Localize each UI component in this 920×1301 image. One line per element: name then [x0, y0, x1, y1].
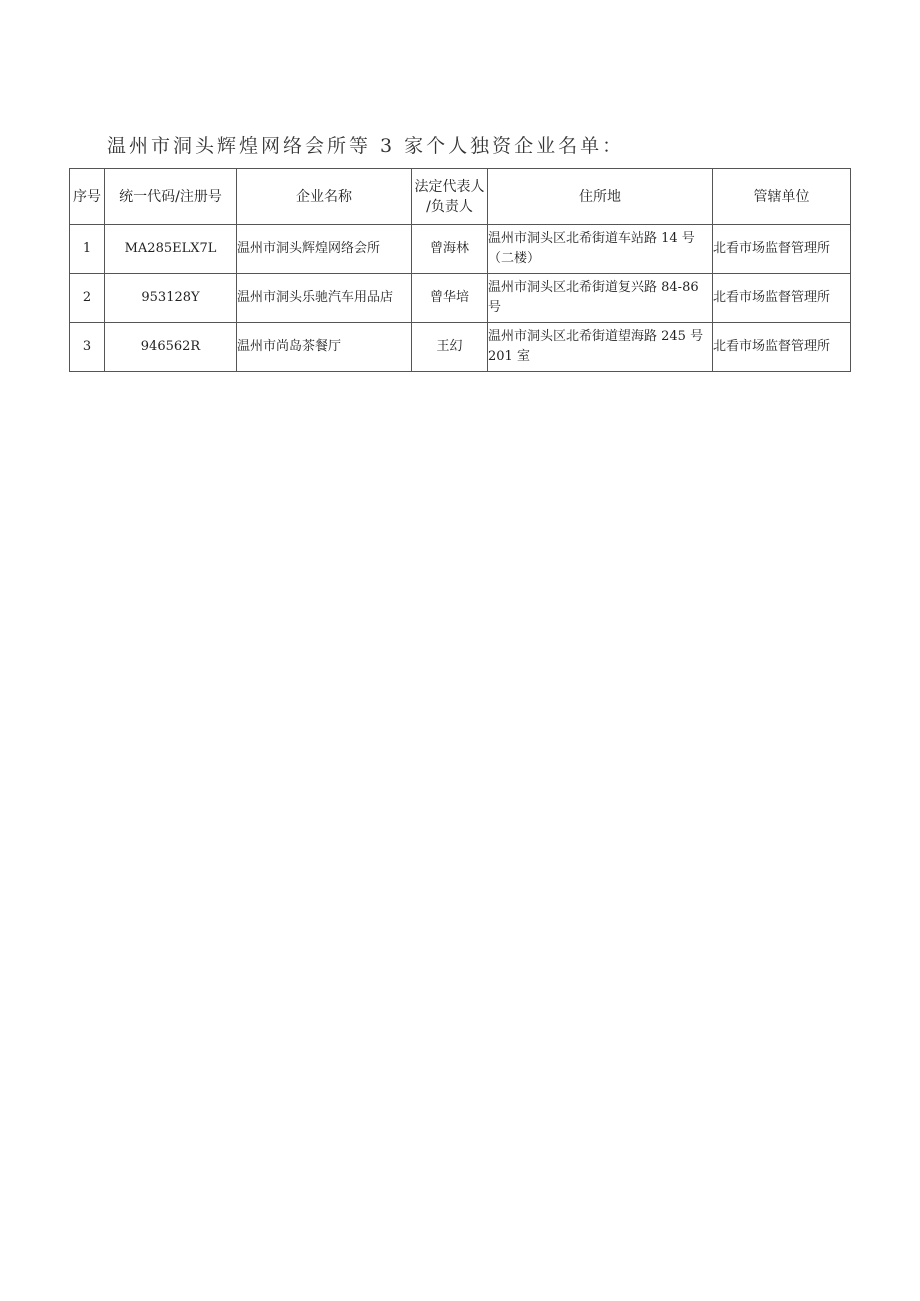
header-name: 企业名称 — [237, 169, 412, 225]
cell-authority: 北看市场监督管理所 — [713, 323, 851, 372]
cell-address: 温州市洞头区北希街道车站路 14 号（二楼） — [488, 225, 713, 274]
cell-name: 温州市尚岛茶餐厅 — [237, 323, 412, 372]
header-rep-line1: 法定代表人 — [414, 178, 485, 195]
header-address: 住所地 — [488, 169, 713, 225]
header-code: 统一代码/注册号 — [105, 169, 237, 225]
cell-address: 温州市洞头区北希街道复兴路 84-86 号 — [488, 274, 713, 323]
header-authority: 管辖单位 — [713, 169, 851, 225]
cell-seq: 3 — [70, 323, 105, 372]
cell-seq: 2 — [70, 274, 105, 323]
cell-name: 温州市洞头辉煌网络会所 — [237, 225, 412, 274]
cell-code: 953128Y — [105, 274, 237, 323]
cell-rep: 曾华培 — [412, 274, 488, 323]
cell-rep: 曾海林 — [412, 225, 488, 274]
cell-rep: 王幻 — [412, 323, 488, 372]
cell-authority: 北看市场监督管理所 — [713, 274, 851, 323]
cell-code: 946562R — [105, 323, 237, 372]
table-row — [70, 274, 851, 323]
document-title: 温州市洞头辉煌网络会所等 3 家个人独资企业名单： — [107, 135, 625, 157]
header-rep-line2: /负责人 — [426, 198, 473, 215]
enterprise-table — [69, 168, 851, 372]
header-seq: 序号 — [70, 169, 105, 225]
table-row — [70, 225, 851, 274]
cell-seq: 1 — [70, 225, 105, 274]
cell-authority: 北看市场监督管理所 — [713, 225, 851, 274]
cell-address: 温州市洞头区北希街道望海路 245 号 201 室 — [488, 323, 713, 372]
header-rep — [412, 169, 488, 225]
table-row — [70, 323, 851, 372]
cell-code: MA285ELX7L — [105, 225, 237, 274]
cell-name: 温州市洞头乐驰汽车用品店 — [237, 274, 412, 323]
table-header-row — [70, 169, 851, 225]
